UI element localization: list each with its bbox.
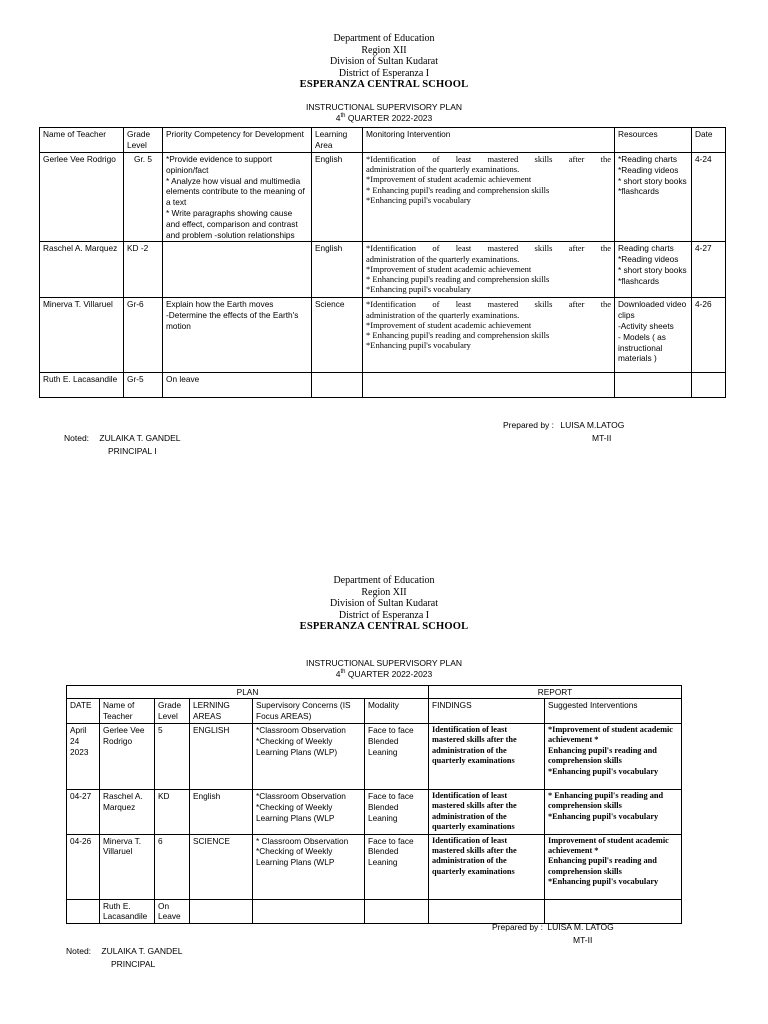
- modality-cell: [365, 790, 429, 835]
- monitoring-item: *Improvement of student academic achievement: [366, 174, 532, 185]
- resource-item: *Reading videos: [618, 164, 679, 175]
- col-header: Modality: [365, 699, 429, 724]
- modality-item: Leaning: [368, 746, 398, 757]
- noted-block: [66, 945, 183, 957]
- learning-area: English: [312, 242, 363, 298]
- monitoring-item: administration of the quarterly examinations.: [366, 309, 520, 320]
- concern-item: *Classroom Observation: [256, 791, 346, 801]
- grade-level: 6: [155, 834, 190, 899]
- resources-cell: [615, 153, 692, 242]
- resources-cell: [615, 373, 692, 398]
- page1-plan-title: [0, 102, 768, 124]
- page1-header: [0, 33, 768, 91]
- noted-name: ZULAIKA T. GANDEL: [101, 946, 183, 956]
- table-header-row: [67, 699, 682, 724]
- findings-cell: Identification of least mastered skills after the administration of the quarterly examinations: [429, 724, 545, 790]
- grade-level: Gr-5: [124, 373, 163, 398]
- competency-cell: On leave: [163, 373, 312, 398]
- monitoring-item: *Identification of least mastered skills after the: [366, 299, 611, 310]
- modality-item: Blended: [368, 846, 399, 857]
- noted-title: PRINCIPAL I: [108, 446, 157, 456]
- modality-item: Blended: [368, 735, 399, 746]
- monitoring-item: *Identification of least mastered skills after the: [366, 154, 611, 164]
- noted-label: Noted:: [66, 946, 92, 956]
- modality-cell: [365, 834, 429, 899]
- learning-area: SCIENCE: [190, 834, 253, 899]
- teacher-name: Raschel A. Marquez: [40, 242, 124, 298]
- table-row: [67, 790, 682, 835]
- col-header: DATE: [67, 699, 100, 724]
- resource-item: *flashcards: [618, 275, 660, 286]
- modality-item: Face to face: [368, 725, 414, 735]
- learning-area: [312, 373, 363, 398]
- plan-group-header: PLAN: [67, 686, 429, 699]
- concern-item: *Checking of Weekly Learning Plans (WLP: [256, 846, 335, 868]
- competency-item: -Determine the effects of the Earth's motion: [166, 310, 299, 331]
- concern-item: *Classroom Observation: [256, 725, 346, 735]
- page2-header: [0, 575, 768, 633]
- grade-level: Gr. 5: [124, 153, 163, 242]
- plan-title: INSTRUCTIONAL SUPERVISORY PLAN: [305, 102, 463, 112]
- competency-item: Explain how the Earth moves: [166, 299, 274, 310]
- col-header: Grade Level: [124, 128, 163, 153]
- teacher-name: Ruth E. Lacasandile: [40, 373, 124, 398]
- monitoring-item: *Identification of least mastered skills after the: [366, 243, 611, 254]
- monitoring-item: * Enhancing pupil's reading and comprehension skills: [366, 184, 550, 195]
- prepared-title: MT-II: [592, 433, 612, 443]
- date-cell: 04-26: [67, 834, 100, 899]
- learning-area: [190, 899, 253, 924]
- page2-plan-title: [0, 658, 768, 680]
- date-cell: [67, 899, 100, 924]
- date-cell: 4-24: [692, 153, 726, 242]
- date-cell: 4-27: [692, 242, 726, 298]
- monitoring-item: *Enhancing pupil's vocabulary: [366, 194, 471, 205]
- prepared-name: LUISA M.LATOG: [560, 420, 625, 430]
- prepared-by-block: [492, 921, 614, 933]
- teacher-name: Minerva T. Villaruel: [40, 298, 124, 373]
- col-header: Supervisory Concerns (IS Focus AREAS): [253, 699, 365, 724]
- col-header: Priority Competency for Development: [163, 128, 312, 153]
- group-header-row: [67, 686, 682, 699]
- region-name: Region XII: [361, 44, 407, 56]
- col-header: Resources: [615, 128, 692, 153]
- competency-cell: [163, 242, 312, 298]
- learning-area: English: [312, 153, 363, 242]
- monitoring-item: administration of the quarterly examinations.: [366, 253, 520, 264]
- monitoring-item: *Improvement of student academic achievement: [366, 263, 532, 274]
- monitoring-item: * Enhancing pupil's reading and comprehension skills: [366, 273, 550, 284]
- resource-item: Reading charts: [618, 243, 674, 254]
- competency-item: * Analyze how visual and multimedia elements contribute to the meaning of a text: [166, 175, 305, 208]
- prepared-title: MT-II: [573, 935, 593, 945]
- concern-item: * Classroom Observation: [256, 835, 349, 846]
- modality-item: Leaning: [368, 812, 398, 823]
- date-cell: April 24 2023: [67, 724, 100, 790]
- intervention-item: *Improvement of student academic achievement *: [548, 725, 673, 745]
- intervention-item: Enhancing pupil's reading and comprehension skills: [548, 856, 657, 876]
- noted-title: PRINCIPAL: [111, 959, 156, 969]
- competency-item: *Provide evidence to support opinion/fact: [166, 154, 273, 175]
- col-header: Monitoring Intervention: [363, 128, 615, 153]
- resource-item: *Reading charts: [618, 154, 678, 164]
- resource-item: - Models ( as instructional materials ): [618, 331, 666, 364]
- resource-item: *Reading videos: [618, 254, 679, 265]
- concern-item: *Checking of Weekly Learning Plans (WLP: [256, 801, 335, 823]
- col-header: Grade Level: [155, 699, 190, 724]
- col-header: Learning Area: [312, 128, 363, 153]
- col-header: FINDINGS: [429, 699, 545, 724]
- interventions-cell: [545, 834, 682, 899]
- table-row: [40, 298, 726, 373]
- competency-cell: [163, 298, 312, 373]
- teacher-name: Gerlee Vee Rodrigo: [100, 724, 155, 790]
- table-row: [67, 834, 682, 899]
- page2-report-table: [66, 685, 682, 924]
- learning-area: ENGLISH: [190, 724, 253, 790]
- col-header: Suggested Interventions: [545, 699, 682, 724]
- modality-item: Face to face: [368, 791, 414, 801]
- monitoring-item: administration of the quarterly examinations.: [366, 164, 520, 175]
- table-row: [67, 724, 682, 790]
- page1-plan-table: [39, 127, 726, 398]
- col-header: Date: [692, 128, 726, 153]
- col-header: LERNING AREAS: [190, 699, 253, 724]
- district-name: District of Esperanza I: [338, 609, 430, 621]
- findings-cell: Identification of least mastered skills after the administration of the quarterly examinations: [429, 790, 545, 835]
- resource-item: *flashcards: [618, 186, 660, 197]
- quarter-label: 4th QUARTER 2022-2023: [335, 113, 433, 123]
- learning-area: English: [190, 790, 253, 835]
- monitoring-item: *Improvement of student academic achievement: [366, 319, 532, 330]
- grade-level: Gr-6: [124, 298, 163, 373]
- date-cell: [692, 373, 726, 398]
- noted-block: [64, 432, 181, 444]
- division-name: Division of Sultan Kudarat: [329, 56, 439, 67]
- teacher-name: Gerlee Vee Rodrigo: [40, 153, 124, 242]
- grade-level: KD: [155, 790, 190, 835]
- monitoring-cell: [363, 242, 615, 298]
- col-header: Name of Teacher: [100, 699, 155, 724]
- noted-name: ZULAIKA T. GANDEL: [99, 433, 181, 443]
- monitoring-item: *Enhancing pupil's vocabulary: [366, 340, 471, 351]
- monitoring-item: *Enhancing pupil's vocabulary: [366, 284, 471, 295]
- competency-item: * Write paragraphs showing cause and effect, comparison and contrast and problem -solution relationships: [166, 207, 298, 240]
- quarter-label: 4th QUARTER 2022-2023: [335, 669, 433, 679]
- plan-title: INSTRUCTIONAL SUPERVISORY PLAN: [305, 658, 463, 668]
- prepared-name: LUISA M. LATOG: [547, 922, 614, 932]
- intervention-item: Improvement of student academic achievement *: [548, 835, 669, 856]
- col-header: Name of Teacher: [40, 128, 124, 153]
- resource-item: * short story books: [618, 175, 687, 186]
- concerns-cell: [253, 790, 365, 835]
- intervention-item: Enhancing pupil's reading and comprehension skills: [548, 745, 657, 766]
- district-name: District of Esperanza I: [338, 67, 430, 79]
- monitoring-cell: [363, 298, 615, 373]
- modality-cell: [365, 724, 429, 790]
- grade-level: KD -2: [124, 242, 163, 298]
- dept-name: Department of Education: [333, 575, 435, 586]
- date-cell: 04-27: [67, 790, 100, 835]
- concerns-cell: [253, 724, 365, 790]
- teacher-name: Minerva T. Villaruel: [100, 834, 155, 899]
- teacher-name: Raschel A. Marquez: [100, 790, 155, 835]
- grade-level: On Leave: [155, 899, 190, 924]
- resources-cell: [615, 298, 692, 373]
- prepared-label: Prepared by :: [492, 922, 544, 932]
- division-name: Division of Sultan Kudarat: [329, 598, 439, 609]
- resource-item: Downloaded video clips: [618, 299, 687, 321]
- table-row: [40, 153, 726, 242]
- date-cell: 4-26: [692, 298, 726, 373]
- learning-area: Science: [312, 298, 363, 373]
- table-row: [40, 373, 726, 398]
- table-row: [40, 242, 726, 298]
- prepared-by-block: [503, 419, 624, 431]
- interventions-cell: [545, 790, 682, 835]
- resources-cell: [615, 242, 692, 298]
- school-name: ESPERANZA CENTRAL SCHOOL: [299, 79, 469, 90]
- report-group-header: REPORT: [429, 686, 682, 699]
- modality-item: Blended: [368, 801, 399, 812]
- resource-item: -Activity sheets: [618, 320, 674, 331]
- competency-cell: [163, 153, 312, 242]
- grade-level: 5: [155, 724, 190, 790]
- dept-name: Department of Education: [333, 33, 435, 44]
- monitoring-item: * Enhancing pupil's reading and comprehension skills: [366, 329, 550, 340]
- intervention-item: *Enhancing pupil's vocabulary: [548, 877, 659, 887]
- table-header-row: [40, 128, 726, 153]
- intervention-item: *Enhancing pupil's vocabulary: [548, 811, 659, 821]
- interventions-cell: [545, 724, 682, 790]
- concerns-cell: [253, 899, 365, 924]
- findings-cell: Identification of least mastered skills after the administration of the quarterly examinations: [429, 834, 545, 899]
- concern-item: *Checking of Weekly Learning Plans (WLP): [256, 735, 338, 757]
- monitoring-cell: [363, 373, 615, 398]
- concerns-cell: [253, 834, 365, 899]
- intervention-item: *Enhancing pupil's vocabulary: [548, 766, 659, 776]
- monitoring-cell: [363, 153, 615, 242]
- intervention-item: * Enhancing pupil's reading and comprehension skills: [548, 791, 664, 811]
- region-name: Region XII: [361, 586, 407, 598]
- resource-item: * short story books: [618, 264, 687, 275]
- modality-item: Face to face: [368, 835, 414, 846]
- school-name: ESPERANZA CENTRAL SCHOOL: [299, 621, 469, 632]
- modality-item: Leaning: [368, 857, 398, 868]
- prepared-label: Prepared by :: [503, 420, 555, 430]
- modality-cell: [365, 899, 429, 924]
- teacher-name: Ruth E. Lacasandile: [100, 899, 155, 924]
- noted-label: Noted:: [64, 433, 90, 443]
